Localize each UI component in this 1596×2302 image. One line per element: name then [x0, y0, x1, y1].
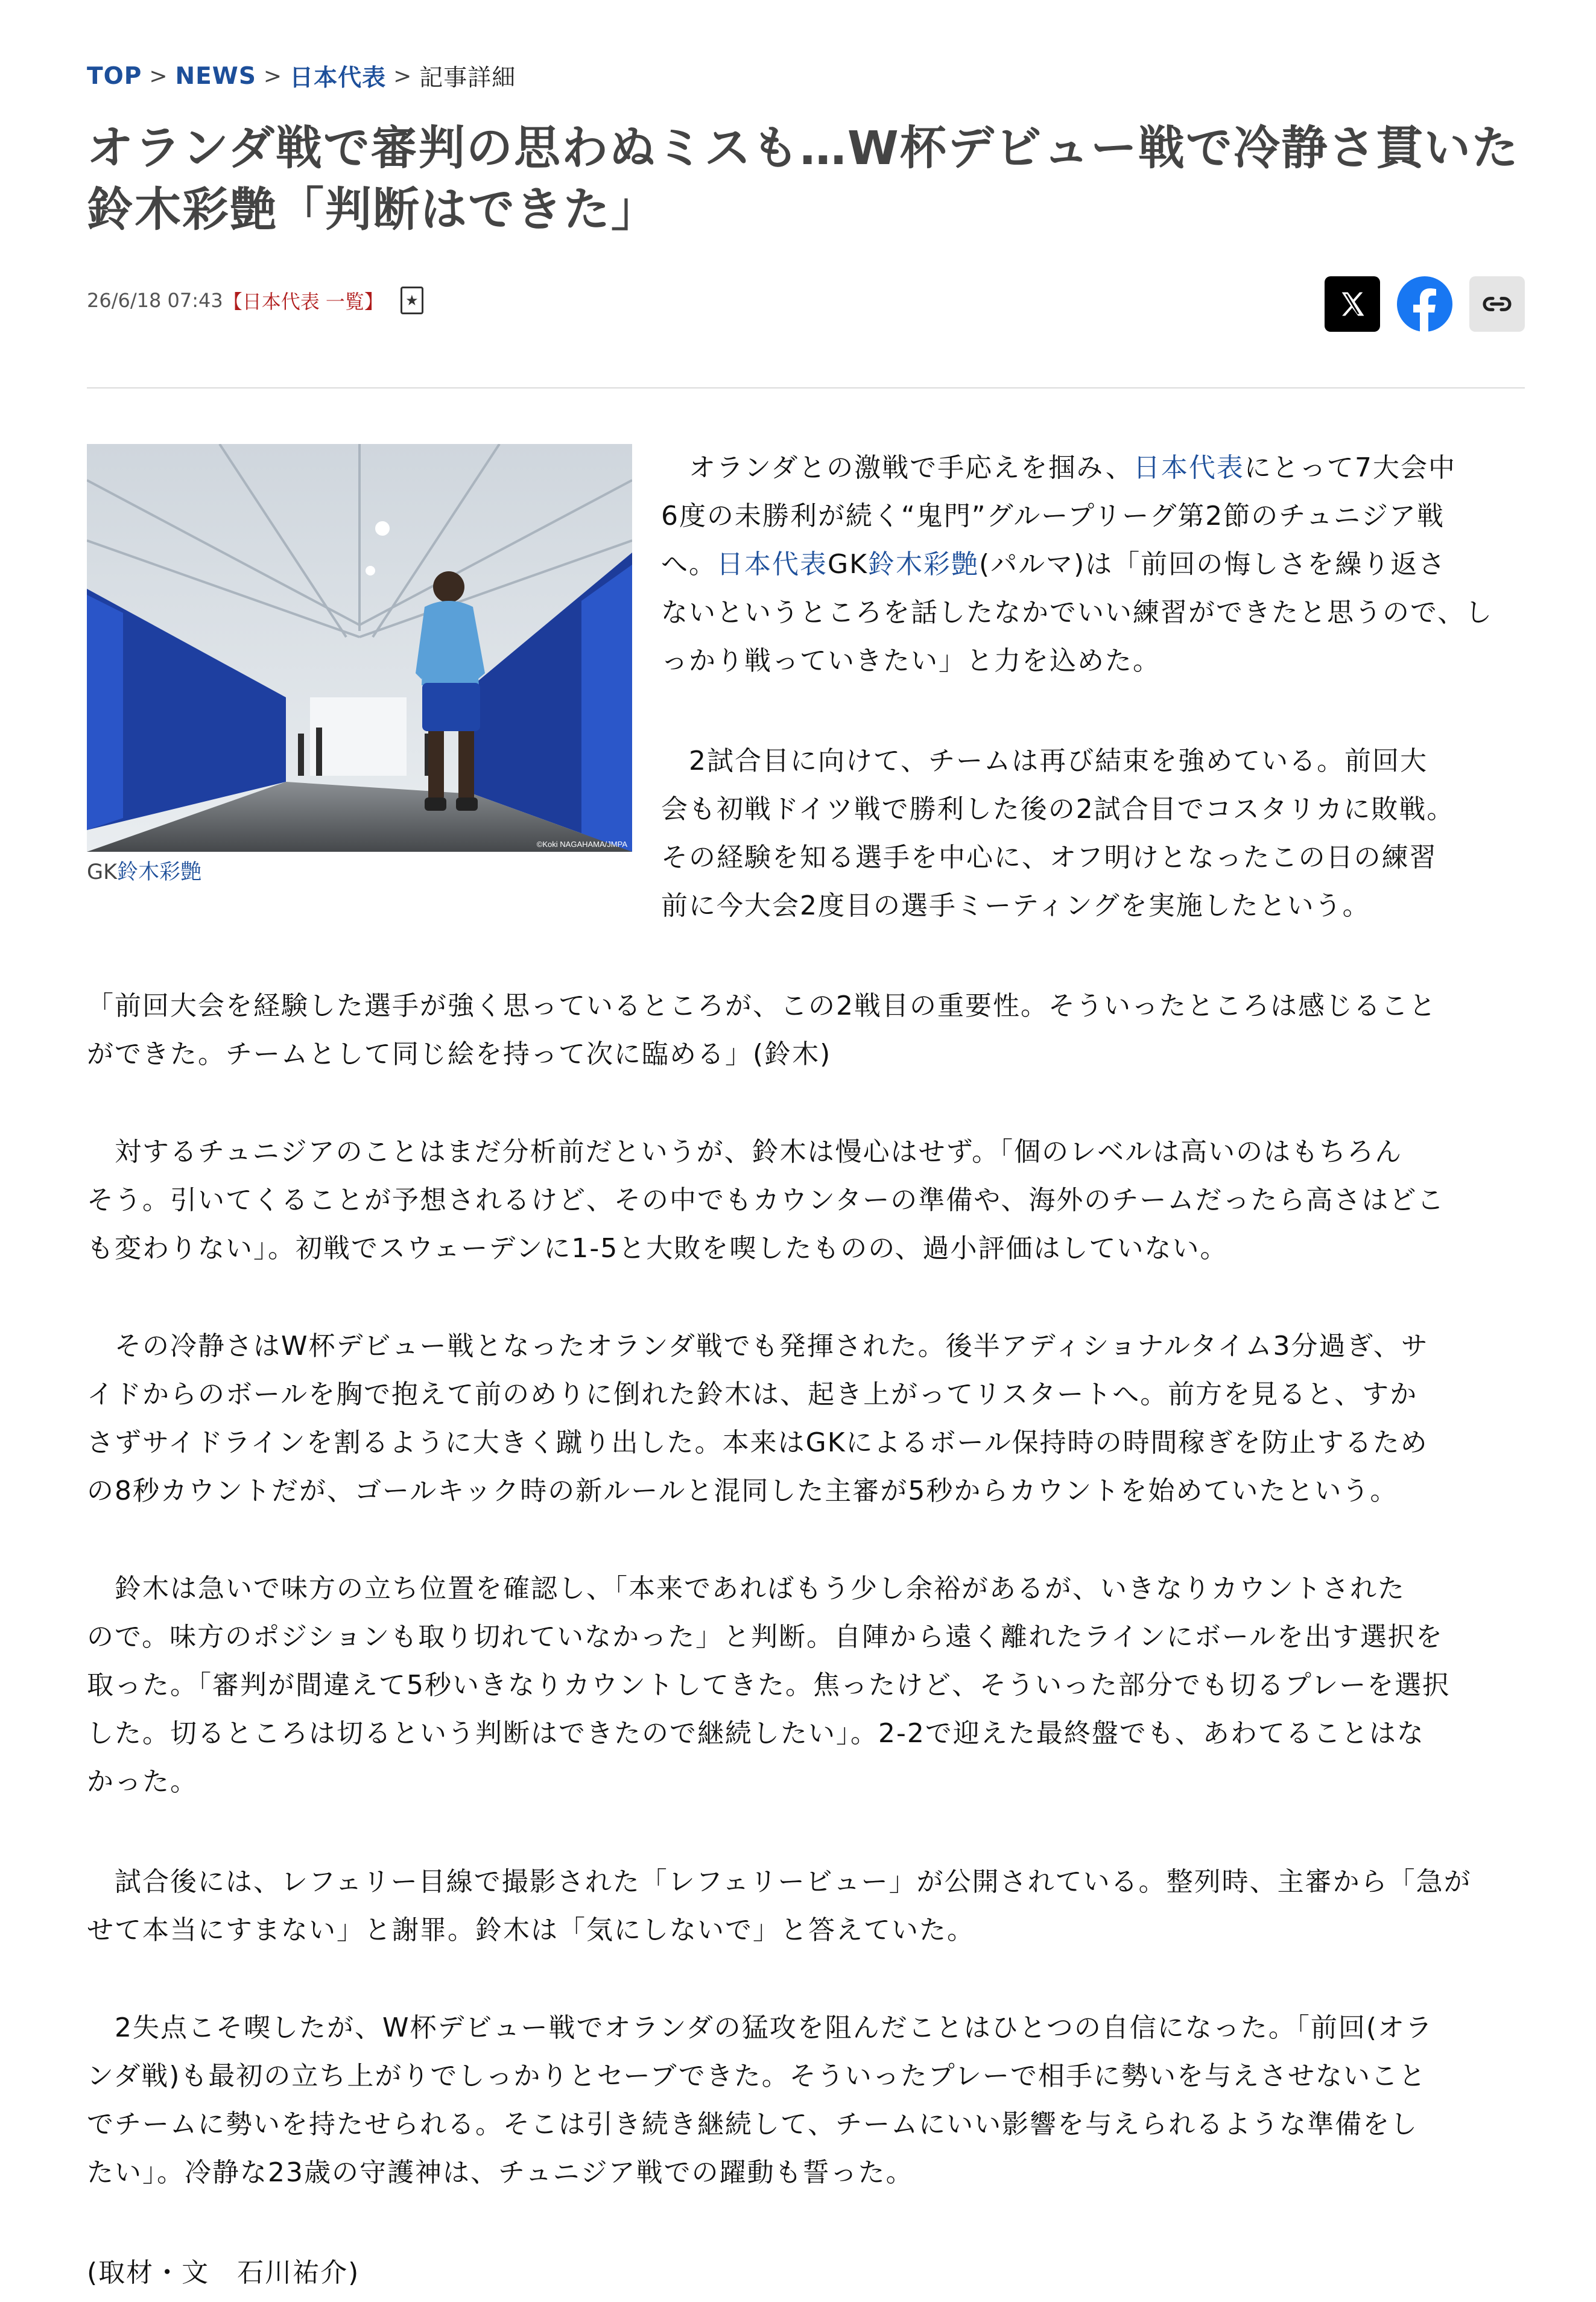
caption-prefix: GK — [87, 860, 118, 884]
breadcrumb-separator: > — [149, 63, 168, 89]
paragraph-3: 「前回大会を経験した選手が強く思っているところが、この2戦目の重要性。そういったところは感じること ができた。チームとして同じ絵を持って次に臨める」(鈴木) — [87, 991, 1437, 1070]
category-link[interactable]: 【日本代表 一覧】 — [223, 290, 384, 313]
x-share-button[interactable] — [1325, 276, 1380, 332]
caption-player-link[interactable]: 鈴木彩艶 — [117, 860, 202, 884]
player-link[interactable]: 鈴木彩艶 — [867, 549, 979, 580]
paragraph-6: 鈴木は急いで味方の立ち位置を確認し、「本来であればもう少し余裕があるが、いきなりカウントされた ので。味方のポジションも取り切れていなかった」と判断。自陣から遠く離れたラインにボールを出す選択を 取った。「審判が間違えて5秒いきなりカウントしてきた。焦ったけど、そういった部分でも切るプレーを選択 した。切るところは切るという判断はできたので継続したい」。2-2で迎えた最終盤でも、あわてることはな かった。 — [87, 1573, 1451, 1797]
photo-credit: ©Koki NAGAHAMA/JMPA — [536, 840, 627, 849]
copy-link-button[interactable] — [1469, 276, 1525, 332]
link-icon — [1480, 287, 1514, 321]
paragraph-7: 試合後には、レフェリー目線で撮影された「レフェリービュー」が公開されている。整列時、主審から「急が せて本当にすまない」と謝罪。鈴木は「気にしないで」と答えていた。 — [87, 1866, 1472, 1945]
facebook-share-button[interactable] — [1397, 276, 1452, 332]
divider — [87, 387, 1525, 388]
japan-team-link[interactable]: 日本代表 — [717, 549, 828, 580]
breadcrumb-separator: > — [263, 63, 283, 89]
photo-caption — [87, 855, 201, 886]
breadcrumb — [87, 58, 516, 94]
paragraph-1-text: オランダとの激戦で手応えを掴み、 — [661, 452, 1133, 483]
breadcrumb-news-link[interactable]: NEWS — [175, 62, 256, 90]
paragraph-1-text: (パルマ)は「前回の悔しさを繰り返さ ないというところを話したなかでいい練習ができたと思うので、し っかり戦っていきたい」と力を込めた。 — [661, 549, 1493, 676]
article-title: オランダ戦で審判の思わぬミスも…W杯デビュー戦で冷静さ貫いた鈴木彩艶「判断はできた」 — [87, 122, 1519, 237]
breadcrumb-top-link[interactable]: TOP — [87, 62, 142, 90]
breadcrumb-japan-team-link[interactable]: 日本代表 — [290, 65, 387, 92]
japan-team-link[interactable]: 日本代表 — [1133, 452, 1244, 483]
paragraph-4: 対するチュニジアのことはまだ分析前だというが、鈴木は慢心はせず。「個のレベルは高いのはもちろん そう。引いてくることが予想されるけど、その中でもカウンターの準備や、海外のチームだったら高さはどこ も変わりない」。初戦でスウェーデンに1-5と大敗を喫したものの、過小評価はしていない。 — [87, 1137, 1445, 1264]
x-icon — [1337, 288, 1368, 320]
paragraph-1 — [661, 444, 1530, 685]
bookmark-star-icon[interactable]: ★ — [401, 287, 423, 314]
byline: (取材・文 石川祐介) — [87, 2257, 360, 2288]
player-photo — [87, 444, 632, 852]
paragraph-8: 2失点こそ喫したが、W杯デビュー戦でオランダの猛攻を阻んだことはひとつの自信になった。「前回(オラ ンダ戦)も最初の立ち上がりでしっかりとセーブできた。そういったプレーで相手に勢いを与えさせないこと でチームに勢いを持たせられる。そこは引き続き継続して、チームにいい影響を与えられるような準備をし たい」。冷静な23歳の守護神は、チュニジア戦での躍動も誓った。 — [87, 2012, 1434, 2188]
article-meta — [87, 284, 423, 317]
breadcrumb-separator: > — [393, 63, 413, 89]
article-photo — [87, 444, 632, 852]
facebook-icon — [1397, 276, 1452, 332]
paragraph-2: 2試合目に向けて、チームは再び結束を強めている。前回大 会も初戦ドイツ戦で勝利した後の2試合目でコスタリカに敗戦。 その経験を知る選手を中心に、オフ明けとなったこの日の練習 前に今大会2度目の選手ミーティングを実施したという。 — [661, 746, 1455, 921]
article-date: 26/6/18 07:43 — [87, 289, 223, 312]
breadcrumb-current: 記事詳細 — [419, 65, 516, 92]
paragraph-1-text: にとって7大会中 6度の未勝利が続く“鬼門”グループリーグ第2節のチュニジア戦 へ。 — [661, 452, 1457, 580]
paragraph-5: その冷静さはW杯デビュー戦となったオランダ戦でも発揮された。後半アディショナルタイム3分過ぎ、サ イドからのボールを胸で抱えて前のめりに倒れた鈴木は、起き上がってリスタートへ。前方を見ると、すか さずサイドラインを割るように大きく蹴り出した。本来はGKによるボール保持時の時間稼ぎを防止するため の8秒カウントだが、ゴールキック時の新ルールと混同した主審が5秒からカウントを始めていたという。 — [87, 1331, 1429, 1506]
paragraph-1-text: GK — [828, 549, 868, 580]
